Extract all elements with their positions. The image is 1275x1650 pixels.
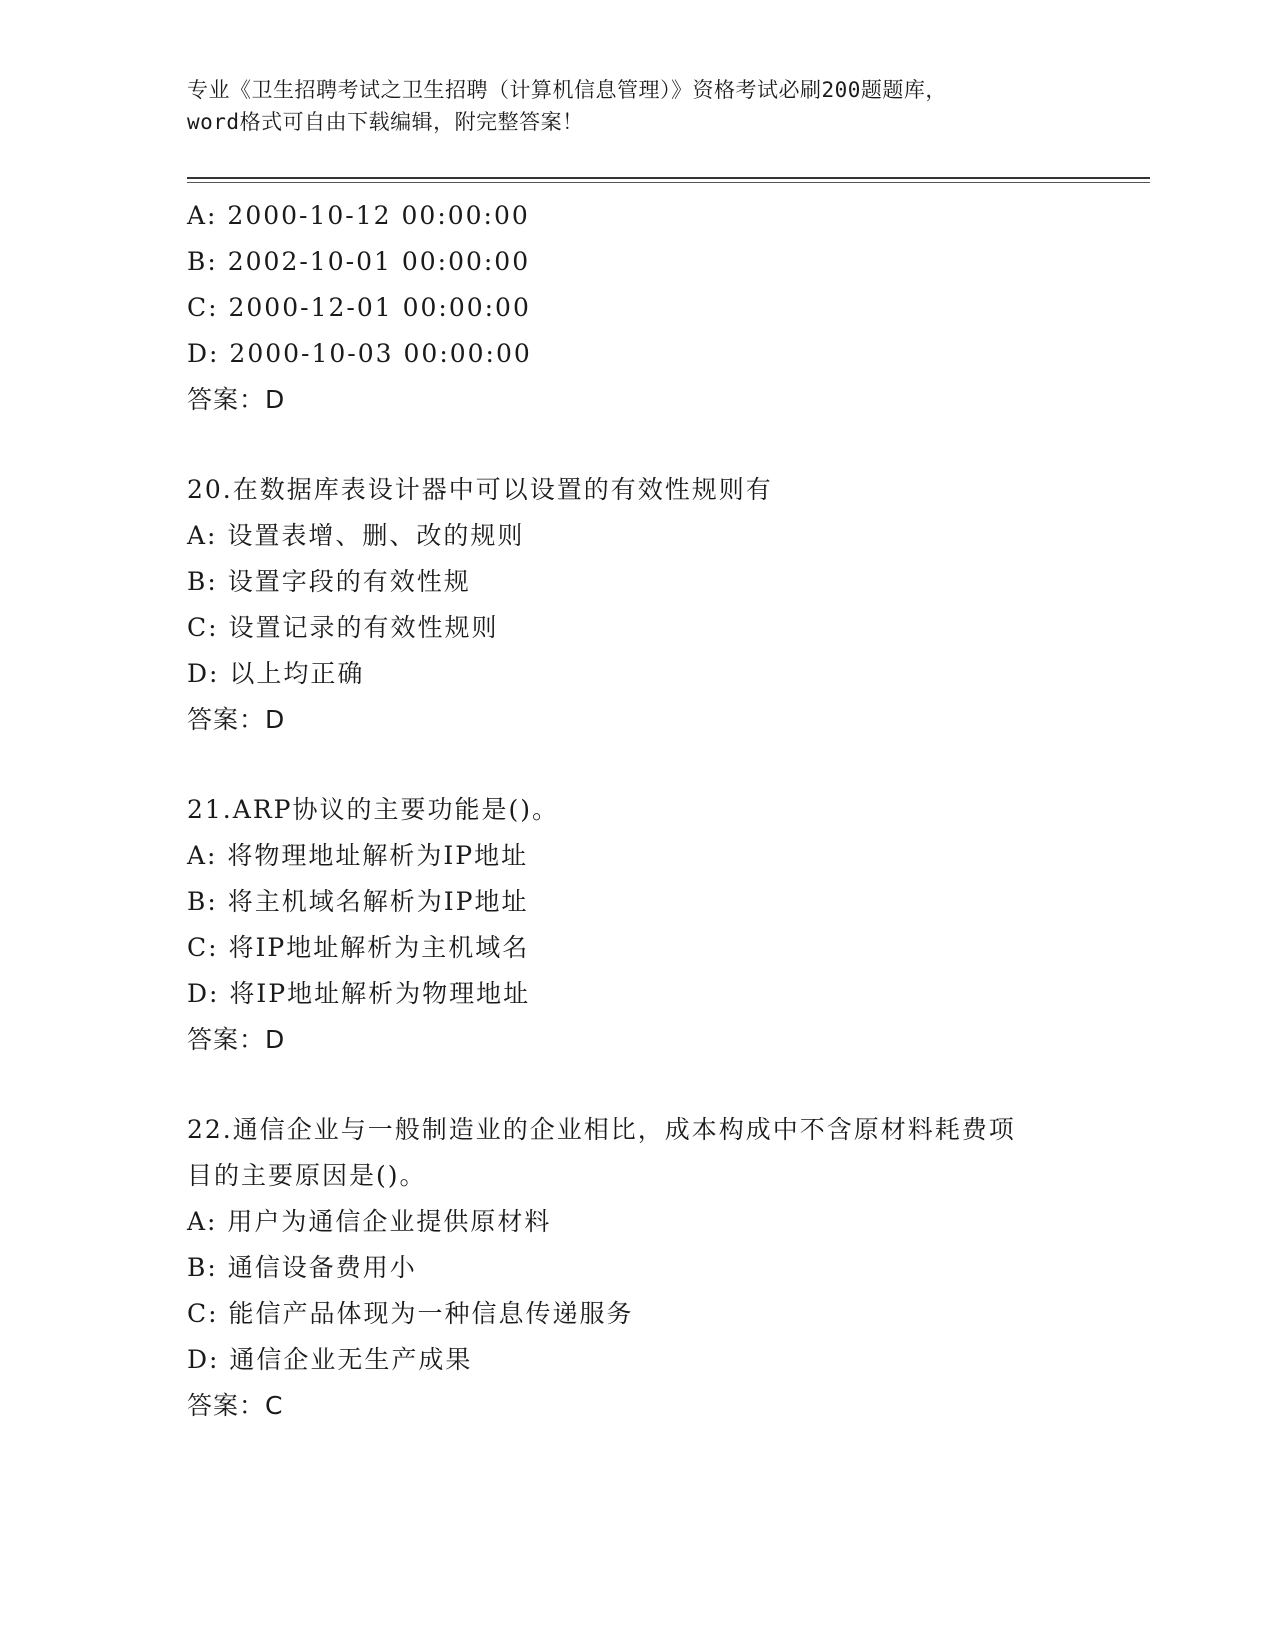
question-stem-line-1: 22.通信企业与一般制造业的企业相比，成本构成中不含原材料耗费项	[187, 1115, 1016, 1144]
option-d: D: 以上均正确	[187, 659, 365, 688]
header-divider-thin	[187, 182, 1150, 183]
option-a: A: 将物理地址解析为IP地址	[187, 841, 529, 870]
option-c: C: 设置记录的有效性规则	[187, 613, 499, 642]
option-a: A: 2000-10-12 00:00:00	[187, 201, 530, 230]
option-b: B: 将主机域名解析为IP地址	[187, 887, 529, 916]
question-stem: 21.ARP协议的主要功能是()。	[187, 795, 559, 824]
answer-label: 答案：D	[187, 1025, 286, 1054]
option-b: B: 设置字段的有效性规	[187, 567, 471, 596]
option-a: A: 用户为通信企业提供原材料	[187, 1207, 552, 1236]
question-22-block	[187, 1107, 1087, 1429]
question-list	[187, 193, 1087, 1429]
document-header	[187, 74, 1087, 138]
question-stem-line-2: 目的主要原因是()。	[187, 1161, 427, 1190]
question-21-block	[187, 787, 1087, 1063]
answer-label: 答案：C	[187, 1391, 284, 1420]
spacer	[187, 743, 1087, 787]
option-d: D: 将IP地址解析为物理地址	[187, 979, 531, 1008]
question-20-block	[187, 467, 1087, 743]
answer-label: 答案：D	[187, 385, 286, 414]
option-c: C: 2000-12-01 00:00:00	[187, 293, 531, 322]
header-line-1: 专业《卫生招聘考试之卫生招聘（计算机信息管理）》资格考试必刷200题题库，	[187, 78, 947, 102]
answer-label: 答案：D	[187, 705, 286, 734]
option-c: C: 能信产品体现为一种信息传递服务	[187, 1299, 634, 1328]
spacer	[187, 1063, 1087, 1107]
option-c: C: 将IP地址解析为主机域名	[187, 933, 530, 962]
header-line-2: word格式可自由下载编辑，附完整答案！	[187, 110, 584, 134]
option-d: D: 2000-10-03 00:00:00	[187, 339, 532, 368]
question-stem: 20.在数据库表设计器中可以设置的有效性规则有	[187, 475, 773, 504]
option-a: A: 设置表增、删、改的规则	[187, 521, 525, 550]
option-d: D: 通信企业无生产成果	[187, 1345, 473, 1374]
question-19-block	[187, 193, 1087, 423]
option-b: B: 2002-10-01 00:00:00	[187, 247, 531, 276]
spacer	[187, 423, 1087, 467]
option-b: B: 通信设备费用小	[187, 1253, 417, 1282]
header-divider-thick	[187, 177, 1150, 179]
